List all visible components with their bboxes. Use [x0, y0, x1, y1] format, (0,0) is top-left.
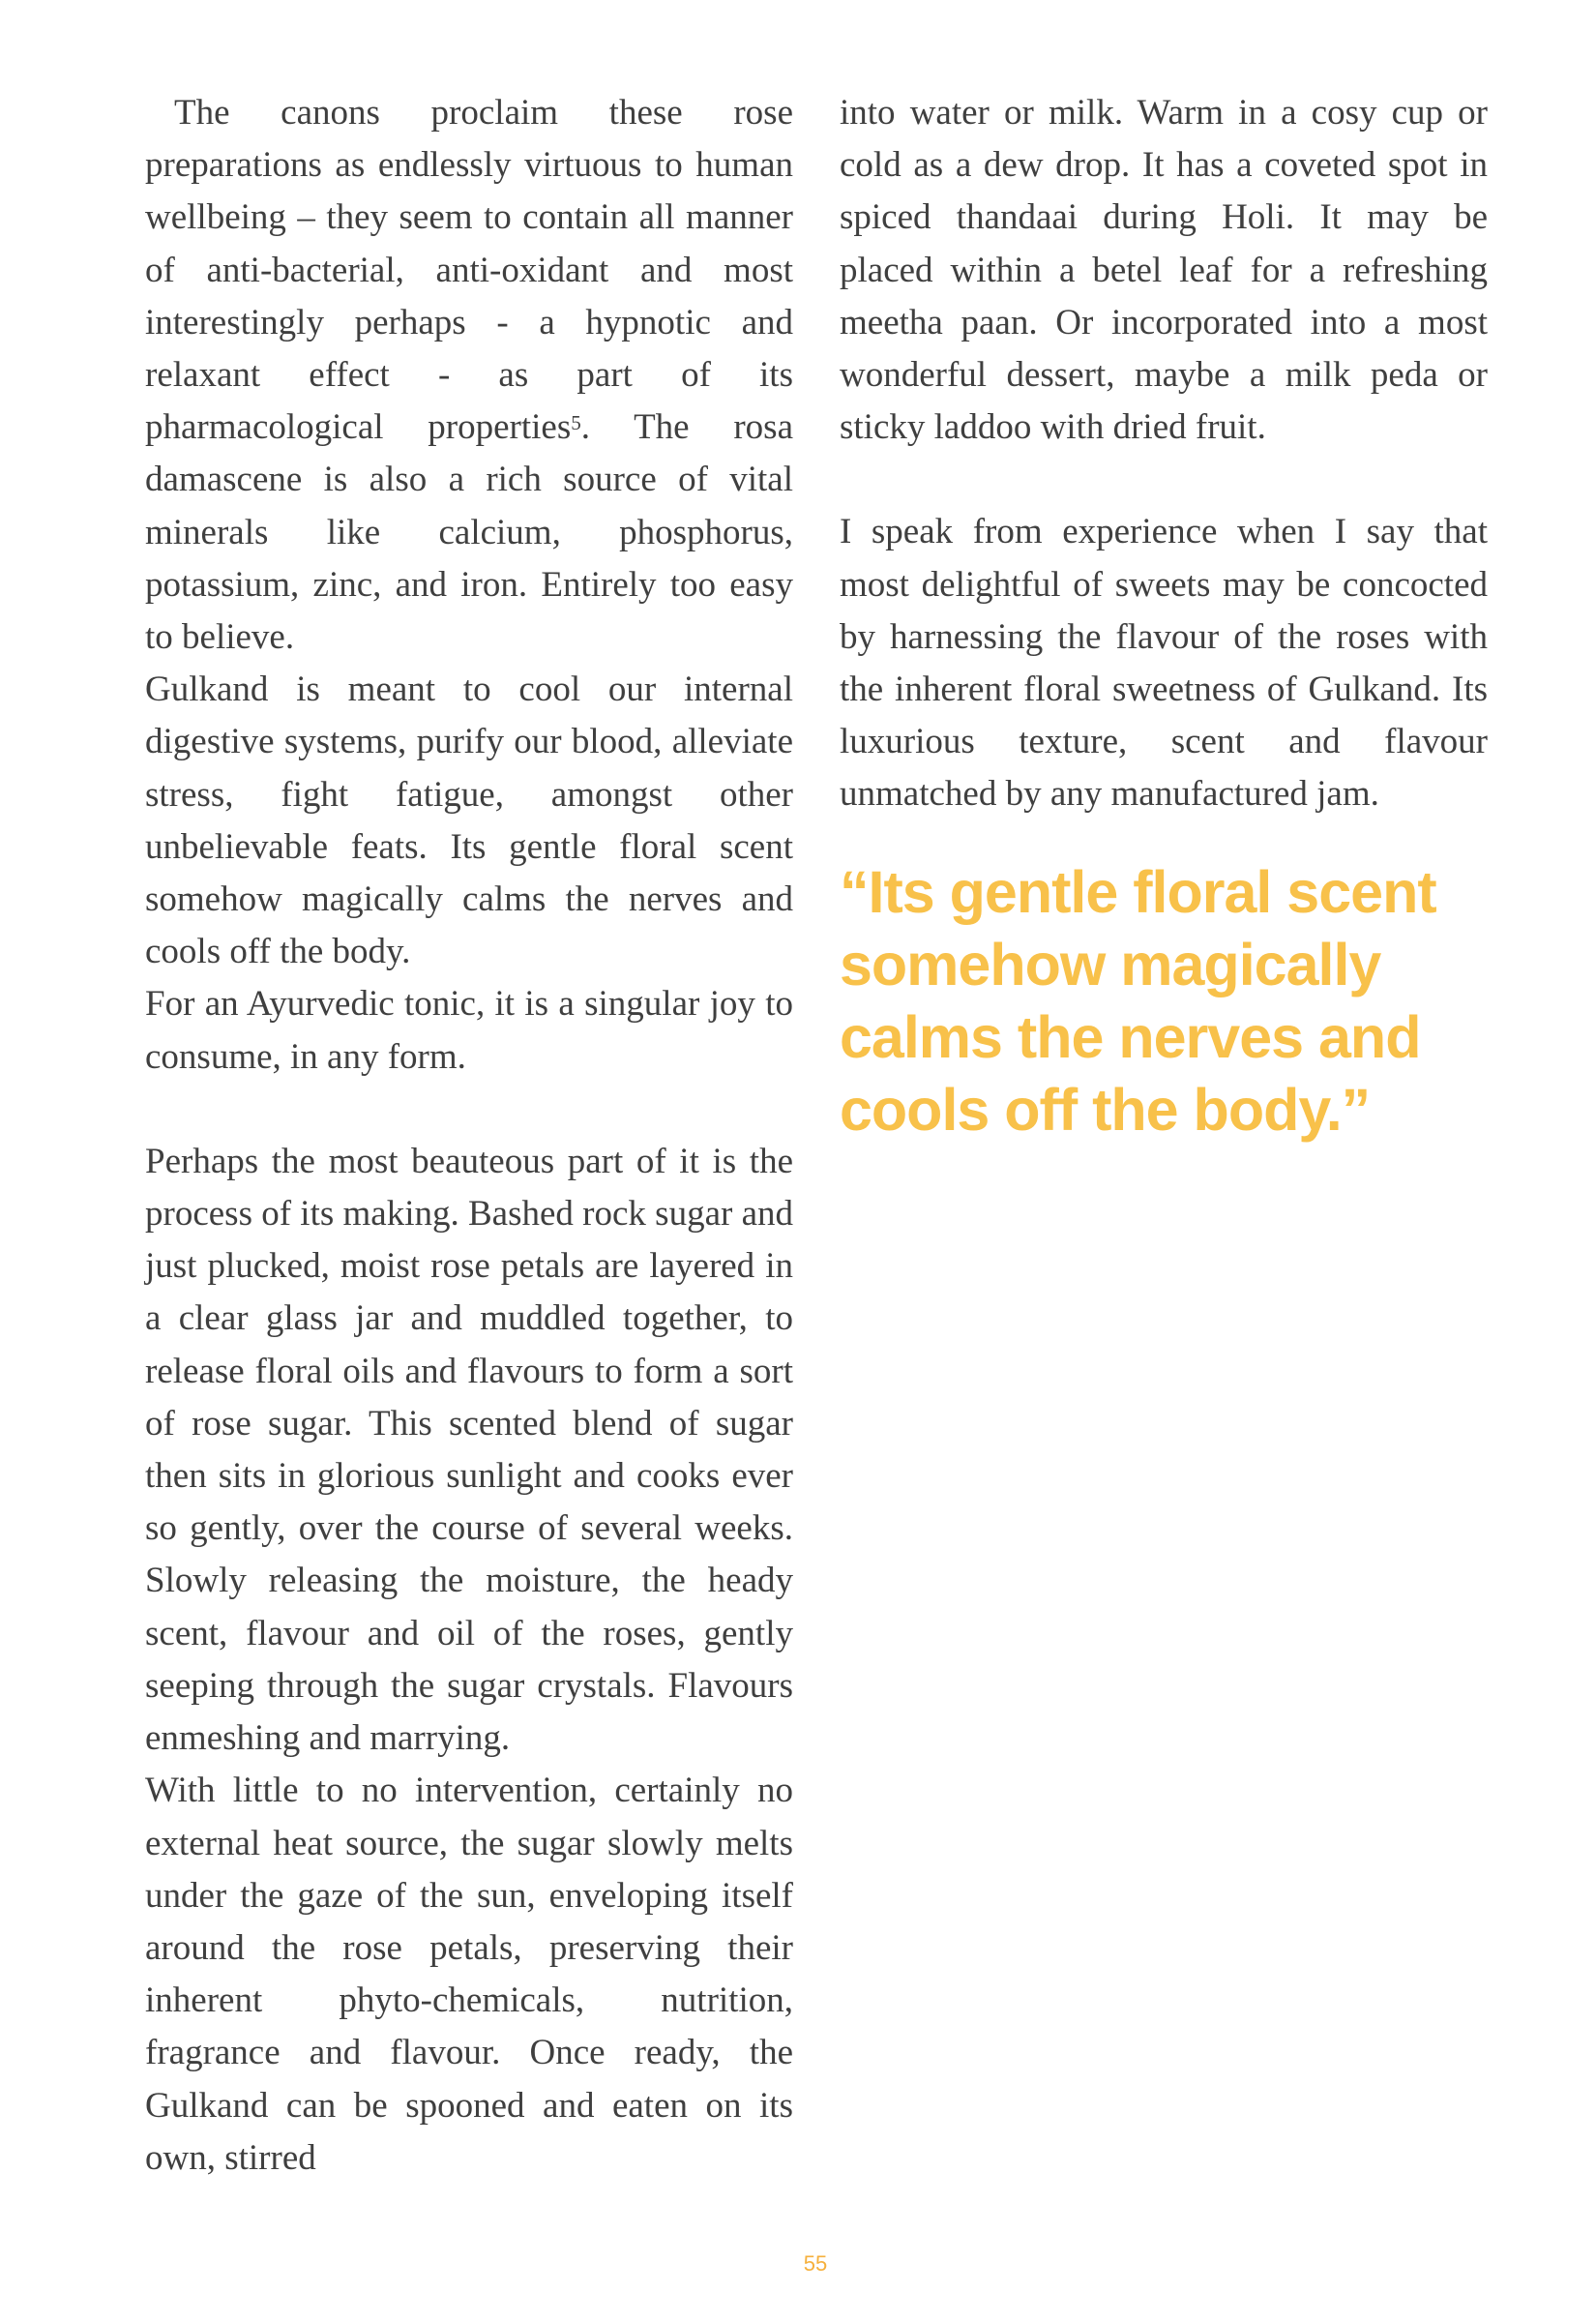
paragraph-sun-cooking: With little to no intervention, certainly no external heat source, the sugar slowly melts under the gaze of the sun, enveloping itself around the rose petals, preserving their inherent phyto-chemicals, nutrition, fragrance and flavour. Once ready, the Gulkand can be spooned and eaten on its own, stirred [145, 1771, 793, 2178]
paragraph-gulkand-benefits: Gulkand is meant to cool our internal digestive systems, purify our blood, alleviate stress, fight fatigue, amongst other unbelievable feats. Its gentle floral scent somehow magically calms the nerves and cools off the body. [145, 670, 793, 972]
footnote-marker: 5 [571, 411, 581, 435]
paragraph-ayurvedic-tonic: For an Ayurvedic tonic, it is a singular joy to consume, in any form. [145, 984, 793, 1077]
paragraph-rose-virtues-end: . The rosa damascene is also a rich source of vital minerals like calcium, phosphorus, potassium, zinc, and iron. Entirely too easy to believe. [145, 407, 793, 658]
right-text-column [840, 87, 1488, 1146]
paragraph-personal-experience: I speak from experience when I say that most delightful of sweets may be concocted by harnessing the flavour of the roses with the inherent floral sweetness of Gulkand. Its luxurious texture, scent and flavour unmatched by any manufactured jam. [840, 512, 1488, 815]
left-text-column [145, 87, 793, 2185]
paragraph-rose-virtues-text: The canons proclaim these rose preparations as endlessly virtuous to human wellbeing – they seem to contain all manner of anti-bacterial, anti-oxidant and most interestingly perhaps - a hypnotic and relaxant effect - as part of its pharmacological properties [145, 93, 793, 448]
page-number: 55 [803, 2251, 828, 2276]
paragraph-making-process: Perhaps the most beauteous part of it is the process of its making. Bashed rock sugar and just plucked, moist rose petals are layered in a clear glass jar and muddled together, to release floral oils and flavours to form a sort of rose sugar. This scented blend of sugar then sits in glorious sunlight and cooks ever so gently, over the course of several weeks. Slowly releasing the moisture, the heady scent, flavour and oil of the roses, gently seeping through the sugar crystals. Flavours enmeshing and marrying. [145, 1141, 793, 1759]
paragraph-serving-ideas: into water or milk. Warm in a cosy cup or cold as a dew drop. It has a coveted spot in spiced thandaai during Holi. It may be placed within a betel leaf for a refreshing meetha paan. Or incorporated into a most wonderful dessert, maybe a milk peda or sticky laddoo with dried fruit. [840, 93, 1488, 448]
paragraph-rose-virtues [145, 87, 793, 664]
pull-quote: “Its gentle floral scent somehow magically calms the nerves and cools off the body.” [840, 858, 1436, 1143]
